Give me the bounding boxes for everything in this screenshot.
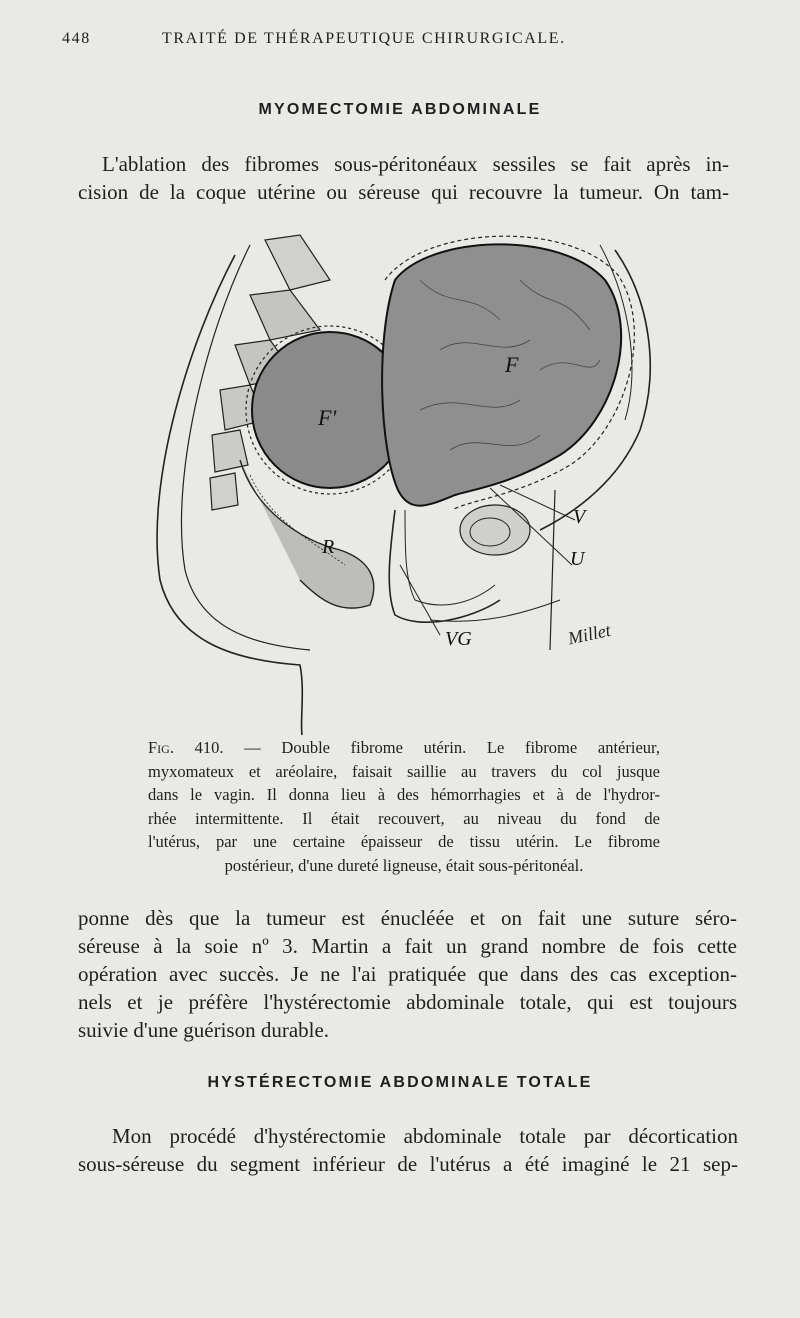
caption-line-text: — Double fibrome utérin. Le fibrome antérieur, xyxy=(244,738,660,757)
paragraph-continuation xyxy=(78,904,737,1044)
caption-line: myxomateux et aréolaire, faisait saillie au travers du col jusque xyxy=(148,761,660,781)
section-heading-myomectomie: MYOMECTOMIE ABDOMINALE xyxy=(258,101,542,118)
engraver-signature: Millet xyxy=(566,619,613,649)
caption-line: dans le vagin. Il donna lieu à des hémorrhagies et à de l'hydror- xyxy=(148,785,660,804)
caption-line xyxy=(148,736,660,760)
text-line: sous-séreuse du segment inférieur de l'utérus a été imaginé le 21 sep- xyxy=(78,1152,738,1176)
label-v: V xyxy=(573,506,586,528)
running-title: TRAITÉ DE THÉRAPEUTIQUE CHIRURGICALE. xyxy=(162,30,566,47)
caption-line: l'utérus, par une certaine épaisseur de tissu utérin. Le fibrome xyxy=(148,832,660,851)
text-line: L'ablation des fibromes sous-péritonéaux sessiles se fait après in- xyxy=(102,152,729,176)
paragraph-hysterectomie xyxy=(78,1122,738,1178)
text-line: ponne dès que la tumeur est énucléée et on fait une suture séro- xyxy=(78,906,737,930)
page-number: 448 xyxy=(62,30,91,47)
figure-410-illustration xyxy=(0,220,800,740)
text-line: séreuse à la soie nº 3. Martin a fait un grand nombre de fois cette xyxy=(78,934,737,958)
caption-line: rhée intermittente. Il était recouvert, au niveau du fond de xyxy=(148,808,660,828)
label-r: R xyxy=(322,536,335,558)
text-line: nels et je préfère l'hystérectomie abdominale totale, qui est toujours xyxy=(78,990,737,1014)
text-line: cision de la coque utérine ou séreuse qui recouvre la tumeur. On tam- xyxy=(78,180,729,204)
text-line: suivie d'une guérison durable. xyxy=(78,1018,330,1042)
figure-label: Fig. 410. xyxy=(148,738,224,757)
anterior-fibroid xyxy=(382,244,621,505)
section-heading-hysterectomie: HYSTÉRECTOMIE ABDOMINALE TOTALE xyxy=(207,1074,593,1091)
caption-line: postérieur, d'une dureté ligneuse, était sous-péritonéal. xyxy=(224,855,584,875)
label-vg: VG xyxy=(445,628,472,650)
text-line: Mon procédé d'hystérectomie abdominale totale par décortication xyxy=(112,1124,738,1148)
label-f: F xyxy=(505,352,519,377)
label-f-prime: F' xyxy=(318,405,337,430)
figure-caption xyxy=(148,736,660,877)
text-line: opération avec succès. Je ne l'ai pratiquée que dans des cas exception- xyxy=(78,962,737,986)
paragraph-intro xyxy=(78,150,729,206)
label-u: U xyxy=(570,548,585,570)
